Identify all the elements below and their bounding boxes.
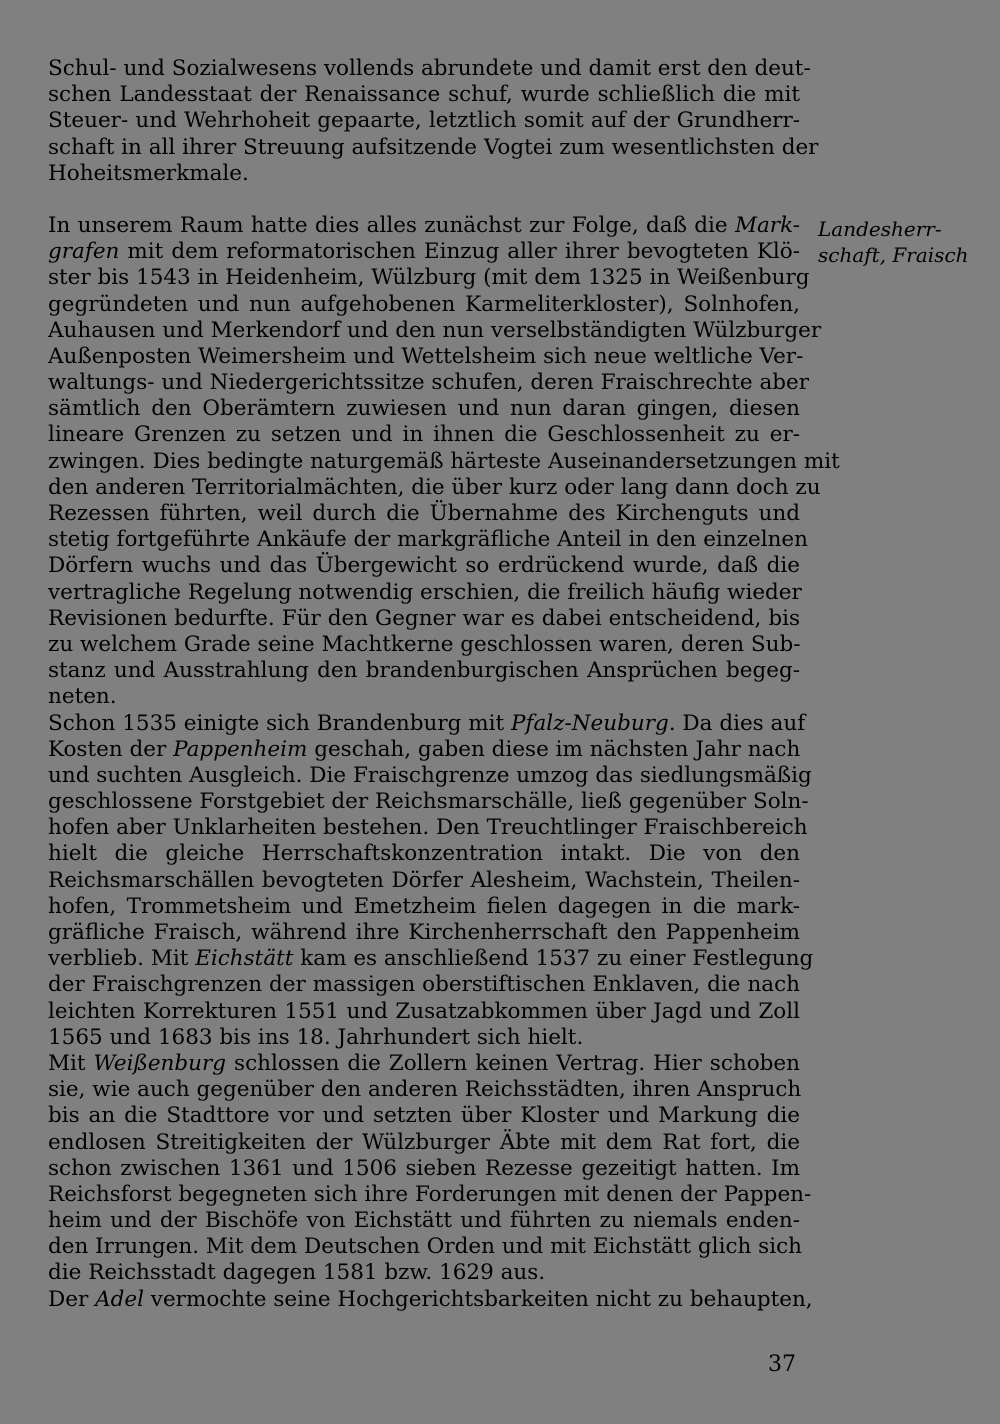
text-line: hielt die gleiche Herrschaftskonzentration intakt. Die von den xyxy=(48,841,800,867)
text-line: zwingen. Dies bedingte naturgemäß härteste Auseinandersetzungen mit xyxy=(48,448,840,474)
text-line: den Irrungen. Mit dem Deutschen Orden und mit Eichstätt glich sich xyxy=(48,1234,802,1260)
margin-note xyxy=(818,216,998,268)
text-line: lineare Grenzen zu setzen und in ihnen die Geschlossenheit zu er- xyxy=(48,422,800,448)
text-line: vertragliche Regelung notwendig erschien, die freilich häufig wieder xyxy=(48,579,802,605)
emphasized-name: Adel xyxy=(95,1286,144,1312)
emphasized-name: grafen xyxy=(48,239,120,265)
text-line: neten. xyxy=(48,684,117,710)
text-line: Mit Weißenburg schlossen die Zollern keinen Vertrag. Hier schoben xyxy=(48,1050,800,1076)
text-line: Dörfern wuchs und das Übergewicht so erdrückend wurde, daß die xyxy=(48,553,800,579)
text-line: zu welchem Grade seine Machtkerne geschlossen waren, deren Sub- xyxy=(48,631,801,657)
text-line: Außenposten Weimersheim und Wettelsheim sich neue weltliche Ver- xyxy=(48,343,804,369)
body-text xyxy=(48,56,840,1313)
text-line: grafen mit dem reformatorischen Einzug aller ihrer bevogteten Klö- xyxy=(48,239,800,265)
emphasized-name: Weißenburg xyxy=(93,1050,227,1076)
text-line: sie, wie auch gegenüber den anderen Reichsstädten, ihren Anspruch xyxy=(48,1077,802,1103)
text-line: Revisionen bedurfte. Für den Gegner war es dabei entscheidend, bis xyxy=(48,605,800,631)
margin-note-line: schaft, Fraisch xyxy=(818,243,969,268)
text-line: schon zwischen 1361 und 1506 sieben Rezesse gezeitigt hatten. Im xyxy=(48,1155,800,1181)
text-line: hofen aber Unklarheiten bestehen. Den Treuchtlinger Fraischbereich xyxy=(48,815,808,841)
text-line: Der Adel vermochte seine Hochgerichtsbarkeiten nicht zu behaupten, xyxy=(48,1286,813,1312)
text-line: hofen, Trommetsheim und Emetzheim fielen dagegen in die mark- xyxy=(48,893,800,919)
emphasized-name: Eichstätt xyxy=(195,946,294,972)
text-line: ster bis 1543 in Heidenheim, Wülzburg (mit dem 1325 in Weißenburg xyxy=(48,265,810,291)
text-line: waltungs- und Niedergerichtssitze schufen, deren Fraischrechte aber xyxy=(48,370,810,396)
text-line: die Reichsstadt dagegen 1581 bzw. 1629 aus. xyxy=(48,1260,546,1286)
paragraph xyxy=(48,212,840,1313)
text-line: sämtlich den Oberämtern zuwiesen und nun daran gingen, diesen xyxy=(48,396,800,422)
text-line: stetig fortgeführte Ankäufe der markgräfliche Anteil in den einzelnen xyxy=(48,527,808,553)
text-line: leichten Korrekturen 1551 und Zusatzabkommen über Jagd und Zoll xyxy=(48,998,800,1024)
emphasized-name: Pfalz-Neuburg xyxy=(511,710,669,736)
text-line: gegründeten und nun aufgehobenen Karmeliterkloster), Solnhofen, xyxy=(48,291,800,317)
paragraph xyxy=(48,56,819,187)
text-line: Kosten der Pappenheim geschah, gaben diese im nächsten Jahr nach xyxy=(48,736,801,762)
text-line: Reichsmarschällen bevogteten Dörfer Alesheim, Wachstein, Theilen- xyxy=(48,867,800,893)
emphasized-name: Mark- xyxy=(734,212,800,238)
text-line: gräfliche Fraisch, während ihre Kirchenherrschaft den Pappenheim xyxy=(48,920,800,945)
text-line: Steuer- und Wehrhoheit gepaarte, letztlich somit auf der Grundherr- xyxy=(48,108,800,134)
text-line: heim und der Bischöfe von Eichstätt und führten zu niemals enden- xyxy=(48,1208,800,1234)
text-line: Hoheitsmerkmale. xyxy=(48,160,249,186)
text-line: bis an die Stadttore vor und setzten über Kloster und Markung die xyxy=(48,1103,800,1129)
text-line: In unserem Raum hatte dies alles zunächst zur Folge, daß die Mark- xyxy=(48,212,800,238)
text-line: Schul- und Sozialwesens vollends abrundete und damit erst den deut- xyxy=(48,56,811,81)
text-line: 1565 und 1683 bis ins 18. Jahrhundert sich hielt. xyxy=(48,1024,584,1050)
text-line: der Fraischgrenzen der massigen oberstiftischen Enklaven, die nach xyxy=(48,972,800,998)
text-line: schen Landesstaat der Renaissance schuf, wurde schließlich die mit xyxy=(48,82,800,108)
paragraph-gap xyxy=(48,187,800,213)
text-line: den anderen Territorialmächten, die über kurz oder lang dann doch zu xyxy=(48,474,821,500)
text-line: schaft in all ihrer Streuung aufsitzende Vogtei zum wesentlichsten der xyxy=(48,134,819,160)
text-line: Auhausen und Merkendorf und den nun verselbständigten Wülzburger xyxy=(48,317,822,343)
text-line: endlosen Streitigkeiten der Wülzburger Äbte mit dem Rat fort, die xyxy=(48,1129,800,1155)
text-line: Reichsforst begegneten sich ihre Forderungen mit denen der Pappen- xyxy=(48,1181,812,1207)
text-line: und suchten Ausgleich. Die Fraischgrenze umzog das siedlungsmäßig xyxy=(48,762,812,788)
text-line: Schon 1535 einigte sich Brandenburg mit Pfalz-Neuburg. Da dies auf xyxy=(48,710,806,736)
margin-note-line: Landesherr- xyxy=(818,217,942,241)
page-number: 37 xyxy=(768,1352,796,1377)
text-line: verblieb. Mit Eichstätt kam es anschließend 1537 zu einer Festlegung xyxy=(48,946,814,972)
emphasized-name: Pappenheim xyxy=(173,736,308,762)
text-line: stanz und Ausstrahlung den brandenburgischen Ansprüchen begeg- xyxy=(48,658,800,684)
text-line: geschlossene Forstgebiet der Reichsmarschälle, ließ gegenüber Soln- xyxy=(48,789,809,815)
text-line: Rezessen führten, weil durch die Übernahme des Kirchenguts und xyxy=(48,501,800,526)
